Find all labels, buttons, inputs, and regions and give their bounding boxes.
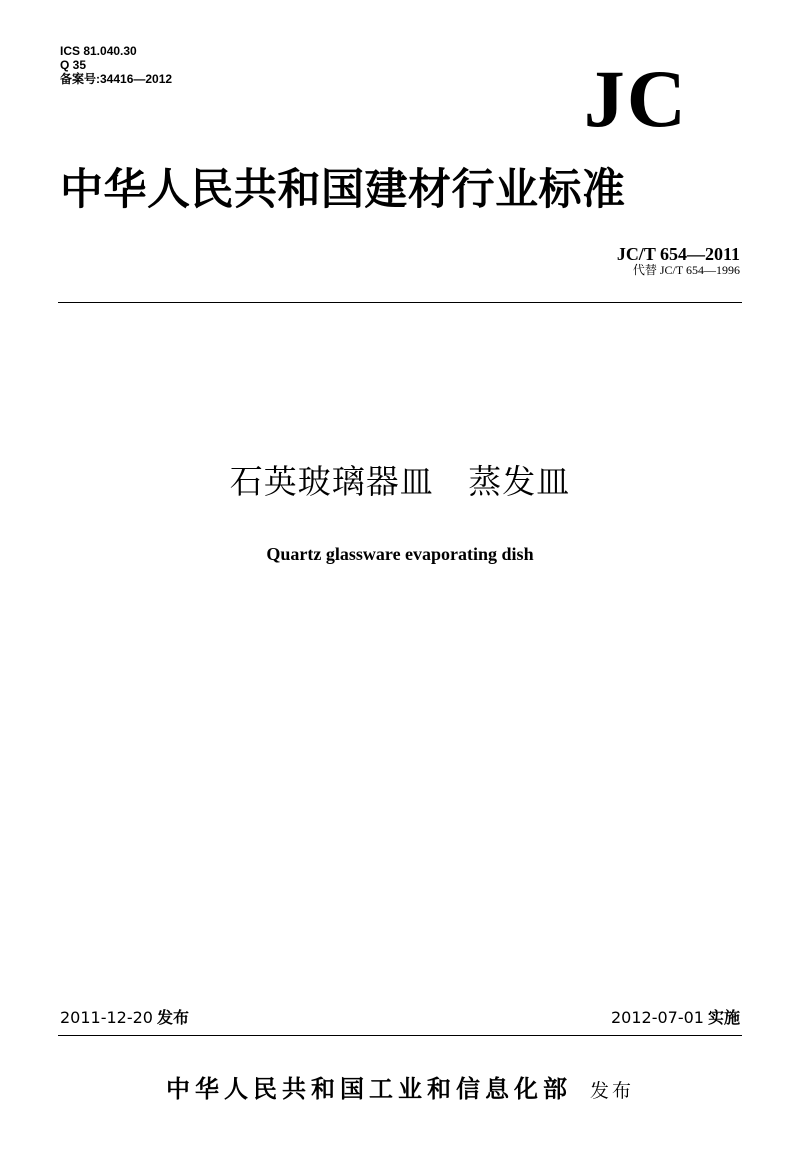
issuer-line <box>0 1074 800 1106</box>
document-title-english: Quartz glassware evaporating dish <box>266 544 534 564</box>
issuer-action: 发布 <box>589 1080 634 1102</box>
issue-date-block <box>60 1008 189 1028</box>
bottom-divider <box>58 1035 742 1036</box>
standard-category-title: 中华人民共和国建材行业标准 <box>60 165 626 215</box>
document-title-chinese: 石英玻璃器皿 蒸发皿 <box>229 462 571 501</box>
standard-number: JC/T 654—2011 <box>616 244 740 264</box>
issuer-organization: 中华人民共和国工业和信息化部 <box>165 1075 572 1103</box>
ics-code: ICS 81.040.30 <box>60 44 137 58</box>
implement-date: 2012-07-01 <box>611 1008 704 1027</box>
issue-label: 发布 <box>156 1008 189 1027</box>
ccs-code: Q 35 <box>60 58 87 72</box>
issue-date: 2011-12-20 <box>60 1008 153 1027</box>
jc-logo: JC <box>583 53 688 144</box>
filing-number: 备案号:34416—2012 <box>60 72 173 86</box>
replaces-standard: 代替 JC/T 654—1996 <box>632 263 740 277</box>
top-divider <box>58 302 742 303</box>
implement-label: 实施 <box>707 1008 740 1027</box>
implement-date-block <box>611 1008 740 1028</box>
